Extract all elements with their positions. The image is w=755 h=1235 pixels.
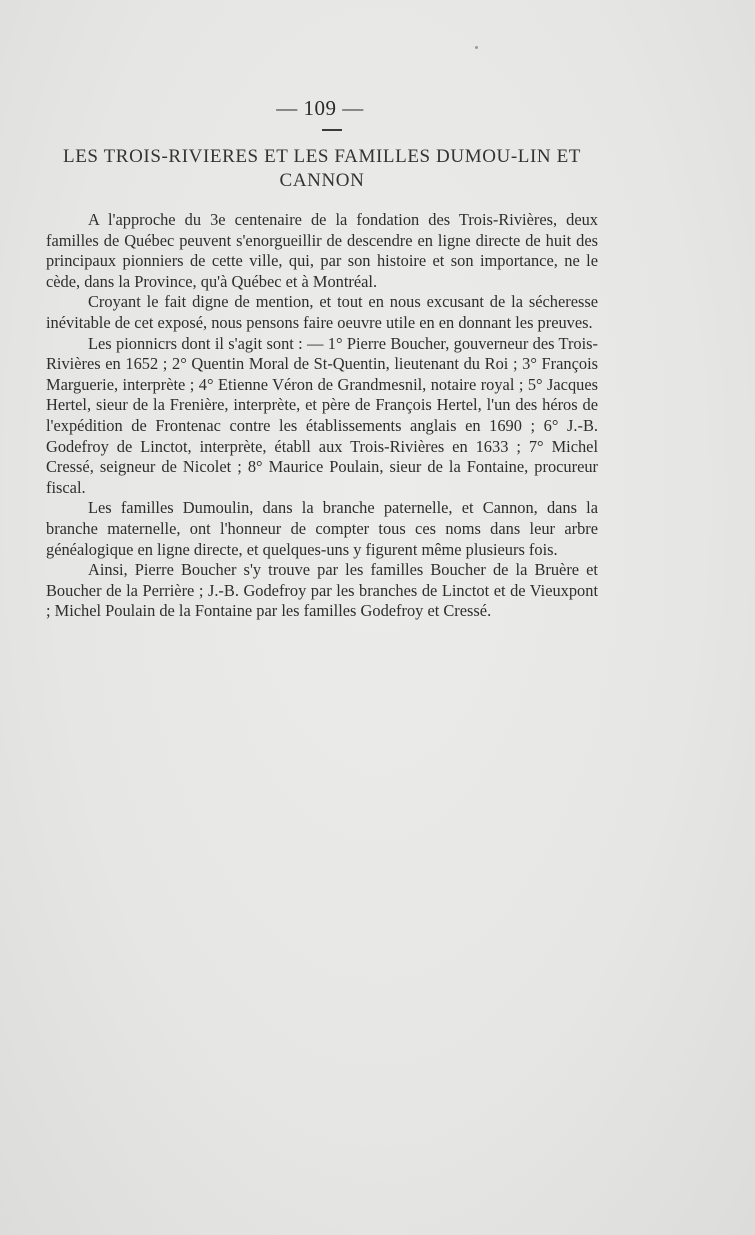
paragraph-3: Les pionnicrs dont il s'agit sont : — 1° Pierre Boucher, gouverneur des Trois-Rivières en 1652 ; 2° Quentin Moral de St-Quentin, lieutenant du Roi ; 3° François Marguerie, interprète ; 4° Etienne Véron de Grandmesnil, notaire royal ; 5° Jacques Hertel, sieur de la Frenière, interprète, et père de François Hertel, l'un des héros de l'expédition de Frontenac contre les établissements anglais en 1690 ; 6° J.-B. Godefroy de Linctot, interprète, établl aux Trois-Rivières en 1633 ; 7° Michel Cressé, seigneur de Nicolet ; 8° Maurice Poulain, sieur de la Fontaine, procureur fiscal. [46,333,598,497]
paragraph-4: Les familles Dumoulin, dans la branche paternelle, et Cannon, dans la branche maternelle, ont l'honneur de compter tous ces noms dans leur arbre généalogique en ligne directe, et quelques-uns y figurent même plusieurs fois. [46,498,598,559]
chapter-title: LES TROIS-RIVIERES ET LES FAMILLES DUMOU-LIN ET CANNON [63,146,581,191]
page-number: — 109 — [276,96,364,120]
body-text [46,210,598,622]
paper-speck [475,46,478,49]
paragraph-2: Croyant le fait digne de mention, et tout en nous excusant de la sécheresse inévitable de cet exposé, nous pensons faire oeuvre utile en en donnant les preuves. [46,292,598,332]
paragraph-1: A l'approche du 3e centenaire de la fondation des Trois-Rivières, deux familles de Québec peuvent s'enorgueillir de descendre en ligne directe de huit des principaux pionniers de cette ville, qui, par son histoire et son importance, ne le cède, dans la Province, qu'à Québec et à Montréal. [46,210,598,291]
title-rule [322,129,342,131]
paragraph-5: Ainsi, Pierre Boucher s'y trouve par les familles Boucher de la Bruère et Boucher de la Perrière ; J.-B. Godefroy par les branches de Linctot et de Vieuxpont ; Michel Poulain de la Fontaine par les familles Godefroy et Cressé. [46,560,598,621]
